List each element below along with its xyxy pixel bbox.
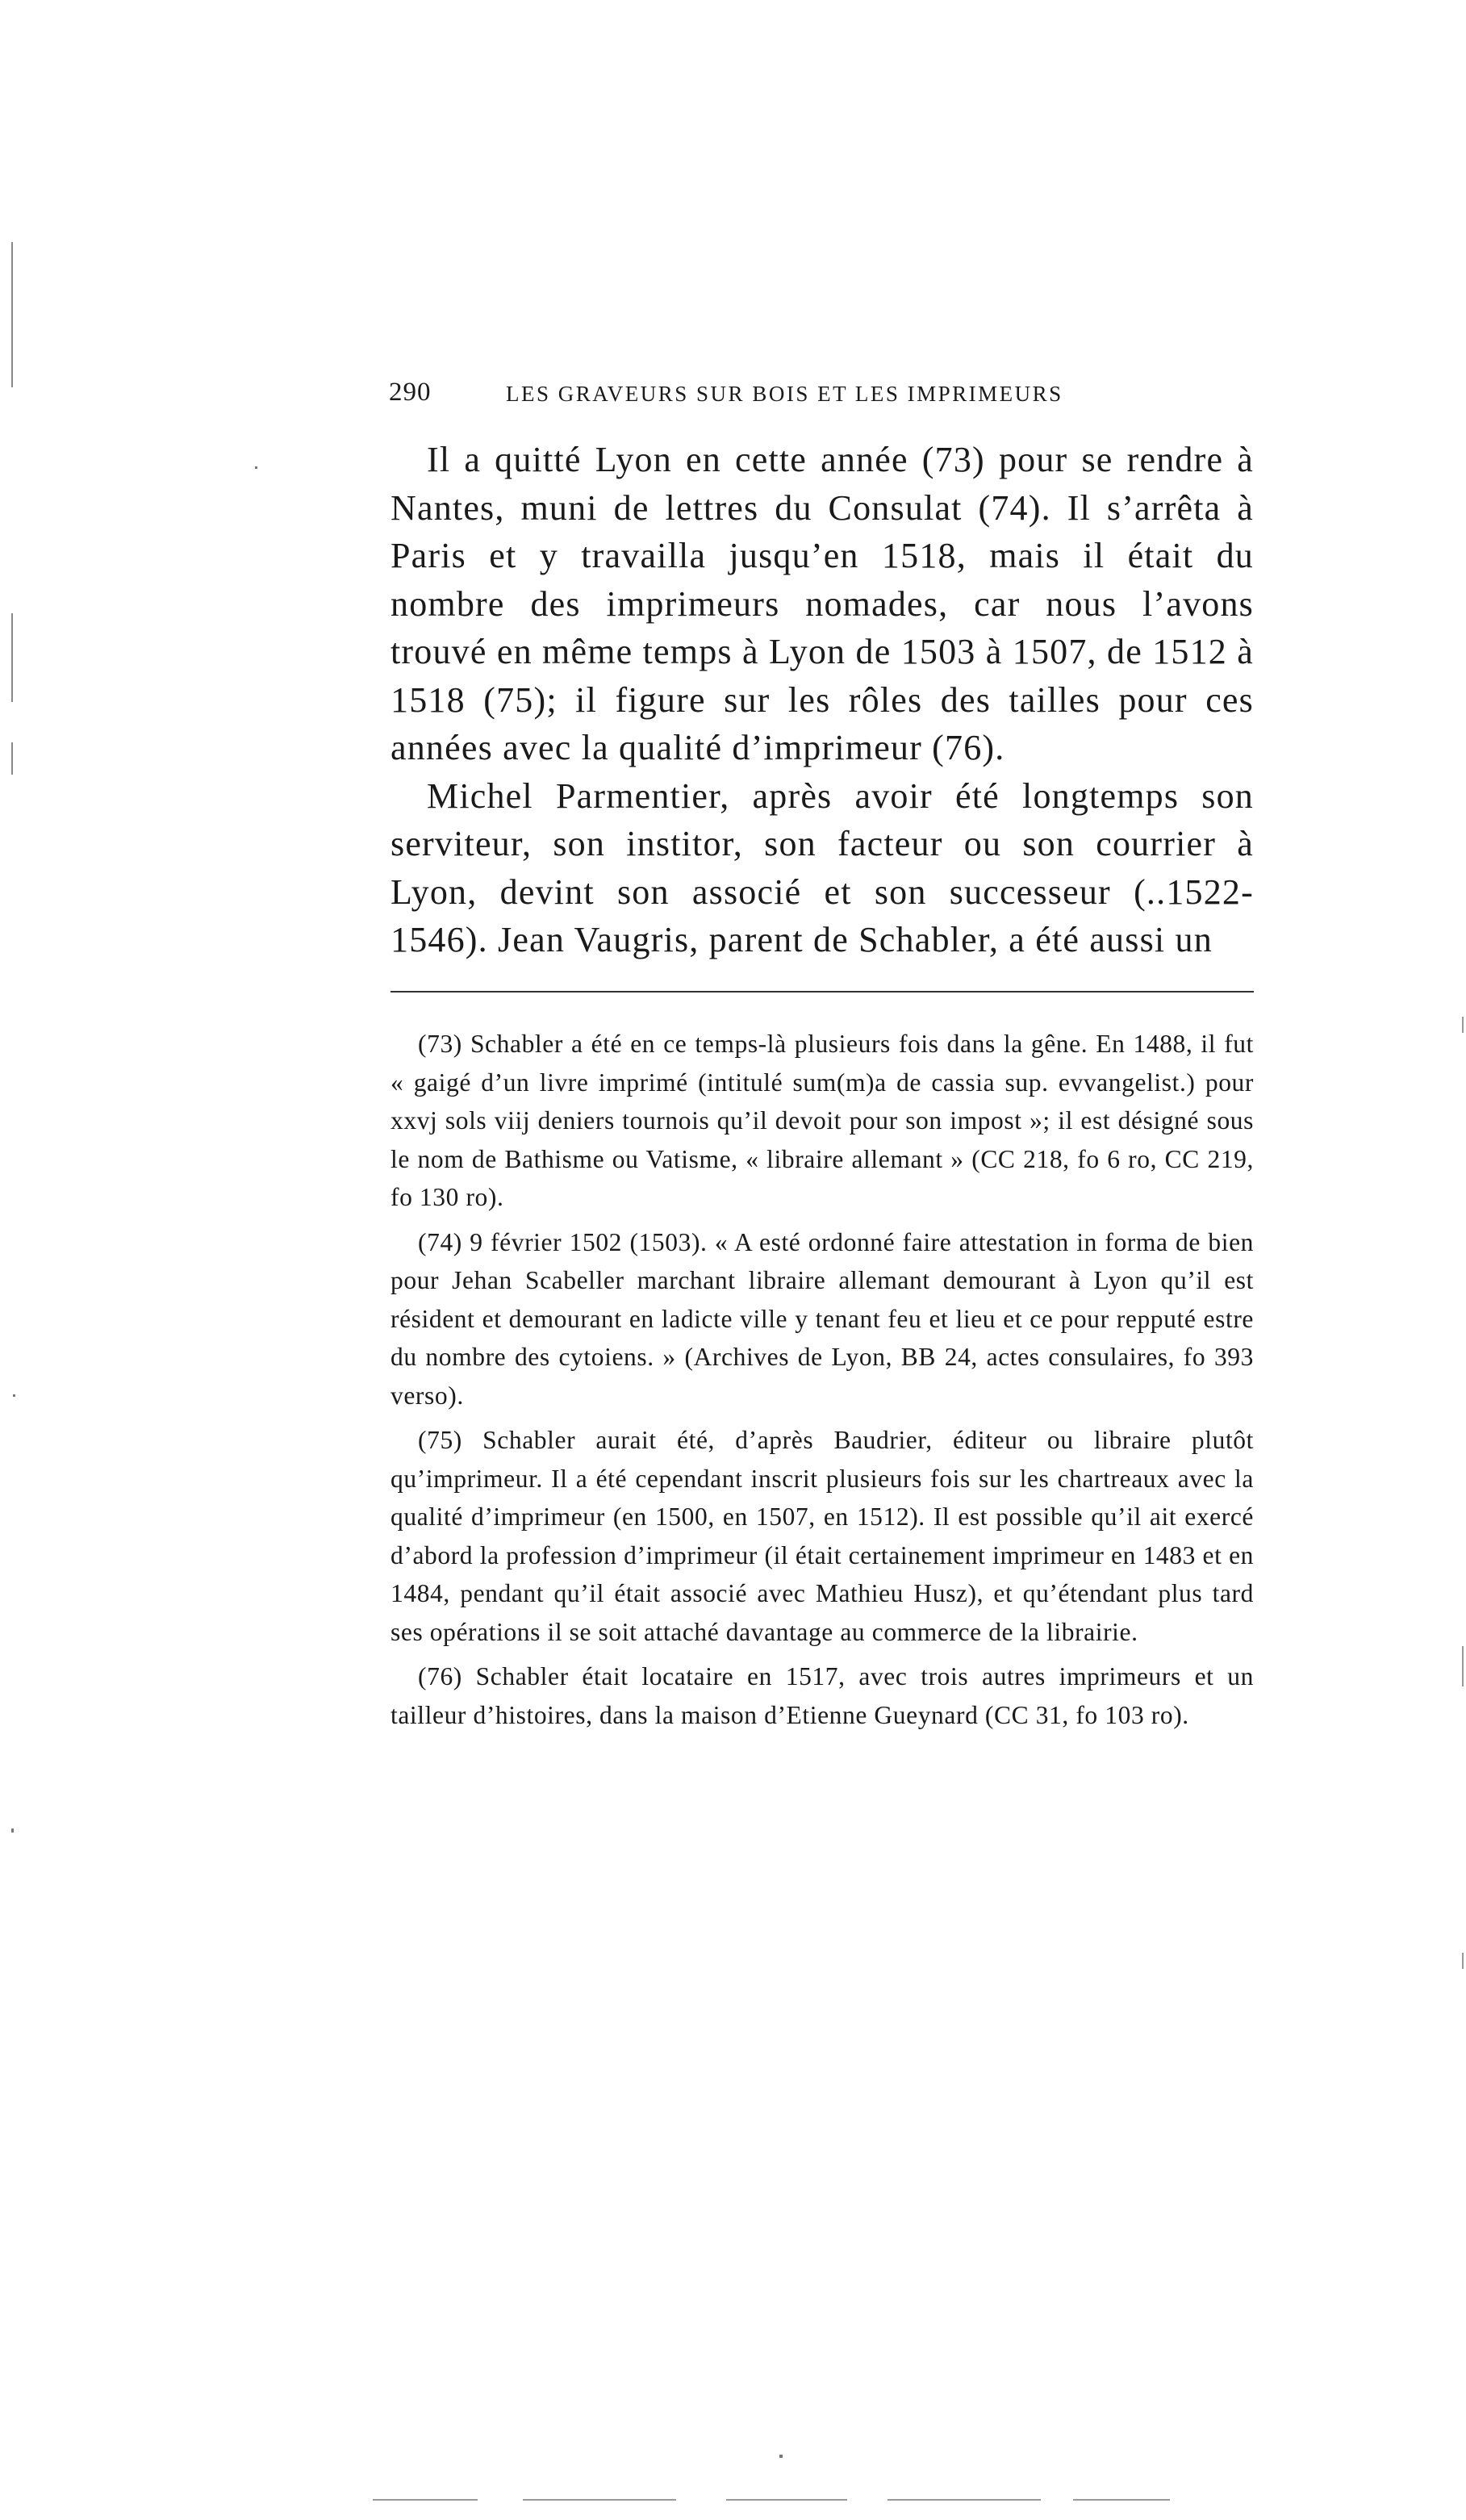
footnote-text: (74) 9 février 1502 (1503). « A esté ordonné faire attestation in forma de bien pour Jehan Scabeller marchant libraire allemant demourant à Lyon qu’il est résident et demourant en ladicte ville y tenant feu et lieu et ce pour repputé estre du nombre des cytoiens. » (Archives de Lyon, BB 24, actes consulaires, fo 393 verso). (391, 1227, 1254, 1410)
footnote-text: (73) Schabler a été en ce temps-là plusieurs fois dans la gêne. En 1488, il fut « gaigé d’un livre imprimé (intitulé sum(m)a de cassia sup. evvangelist.) pour xxvj sols viij deniers tournois qu’il devoit pour son impost »; il est désigné sous le nom de Bathisme ou Vatisme, « libraire allemant » (CC 218, fo 6 ro, CC 219, fo 130 ro). (391, 1030, 1254, 1211)
scan-edge-mark (1073, 2499, 1170, 2501)
running-header (389, 378, 1260, 413)
scan-edge-mark (11, 742, 13, 775)
footnote-74 (391, 1223, 1254, 1415)
footnote-text: (75) Schabler aurait été, d’après Baudrier, éditeur ou libraire plutôt qu’imprimeur. Il a été cependant inscrit plusieurs fois sur les chartreaux avec la qualité d’imprimeur (en 1500, en 1507, en 1512). Il est possible qu’il ait exercé d’abord la profession d’imprimeur (il était certainement imprimeur en 1483 et en 1484, pendant qu’il était associé avec Mathieu Husz), et qu’étendant plus tard ses opérations il se soit attaché davantage au commerce de la librairie. (391, 1426, 1254, 1646)
scan-speck (11, 1828, 14, 1833)
scan-edge-mark (11, 613, 13, 702)
scan-speck (13, 1394, 15, 1397)
body-paragraph: Il a quitté Lyon en cette année (73) pour se rendre à Nantes, muni de lettres du Consulat (74). Il s’arrêta à Paris et y travailla jusqu’en 1518, mais il était du nombre des imprimeurs nomades, car nous l’avons trouvé en même temps à Lyon de 1503 à 1507, de 1512 à 1518 (75); il figure sur les rôles des tailles pour ces années avec la qualité d’imprimeur (76). (391, 440, 1254, 767)
scan-edge-mark (11, 242, 13, 387)
scan-speck (779, 2455, 783, 2458)
body-paragraph: Michel Parmentier, après avoir été longtemps son serviteur, son institor, son facteur ou son courrier à Lyon, devint son associé et son successeur (..1522-1546). Jean Vaugris, parent de Schabler, a été aussi un (391, 775, 1254, 959)
footnote-76 (391, 1657, 1254, 1734)
main-text (391, 436, 1254, 964)
scan-edge-mark (1462, 1646, 1464, 1686)
footnote-separator (391, 991, 1254, 993)
scan-edge-mark (373, 2499, 478, 2501)
running-title: LES GRAVEURS SUR BOIS ET LES IMPRIMEURS (506, 382, 1063, 406)
footnote-text: (76) Schabler était locataire en 1517, avec trois autres imprimeurs et un tailleur d’histoires, dans la maison d’Etienne Gueynard (CC 31, fo 103 ro). (391, 1662, 1254, 1729)
page-number: 290 (389, 378, 432, 407)
footnote-73 (391, 1025, 1254, 1217)
scan-edge-mark (726, 2499, 847, 2501)
footnotes (391, 1025, 1254, 1741)
scan-edge-mark (1462, 1017, 1464, 1033)
scan-speck (255, 466, 257, 469)
footnote-75 (391, 1421, 1254, 1651)
scan-edge-mark (888, 2499, 1041, 2501)
scan-edge-mark (1462, 1953, 1464, 1969)
scan-edge-mark (523, 2499, 676, 2501)
